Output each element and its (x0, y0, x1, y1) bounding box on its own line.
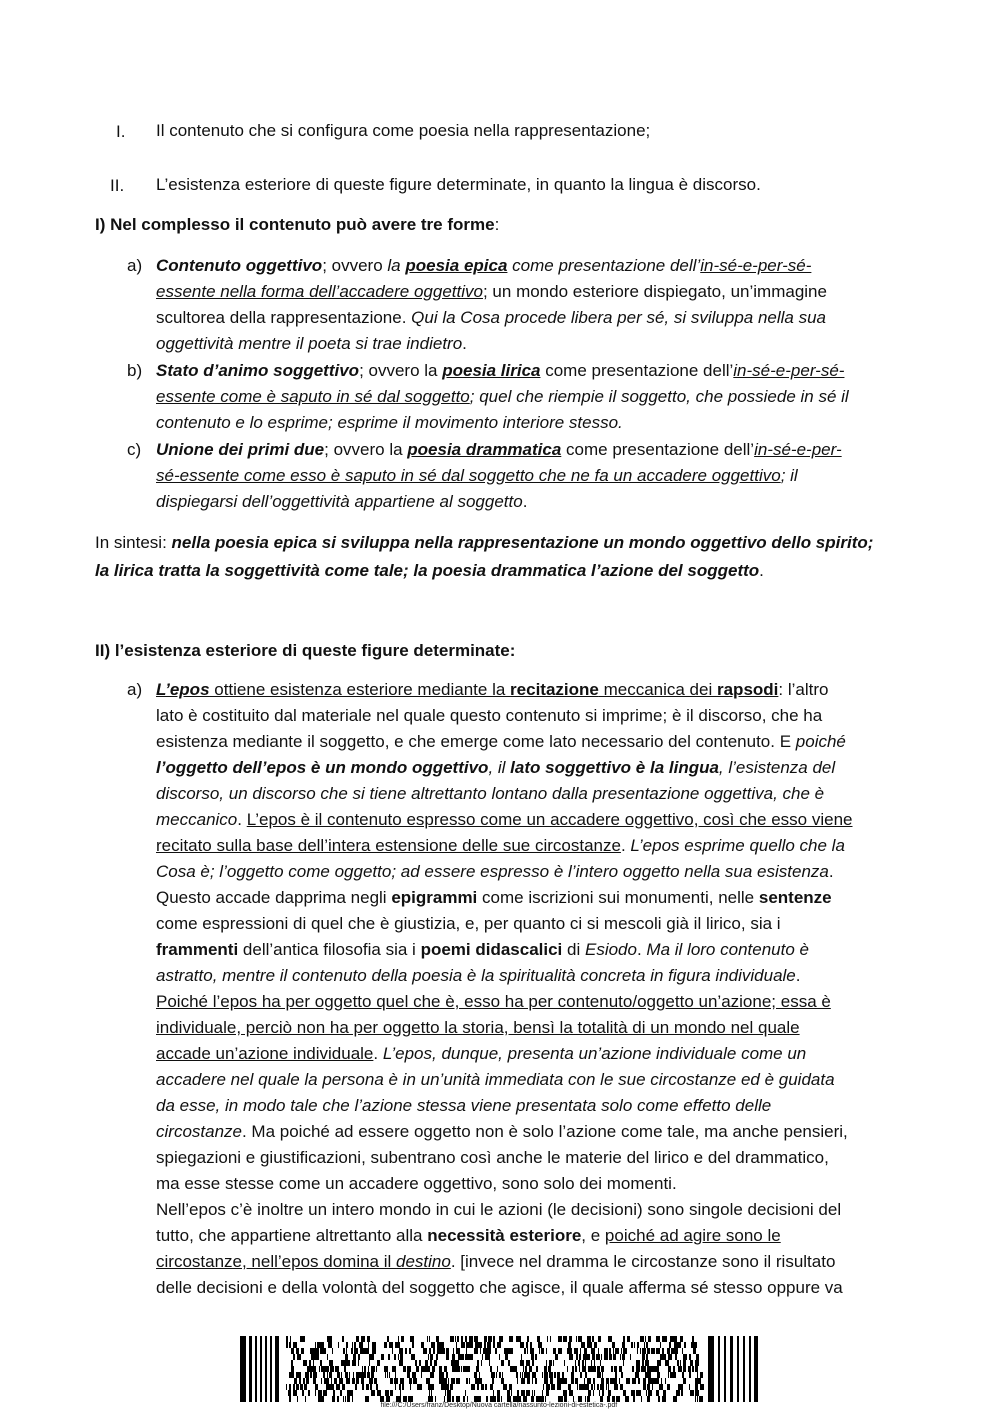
paragraph-line (156, 1223, 781, 1249)
paragraph-line (156, 1197, 841, 1223)
paragraph-line (156, 677, 828, 703)
text-run: accade un’azione individuale (156, 1044, 374, 1063)
paragraph-line (156, 1041, 806, 1067)
text-run: frammenti (156, 940, 239, 959)
text-run: discorso, un discorso che si tiene altrettanto lontano dalla presentazione oggettiva, che è (156, 784, 825, 803)
list-item: L’esistenza esteriore di queste figure determinate, in quanto la lingua è discorso. (156, 175, 761, 194)
text-run: oggettività mentre il poeta si trae indietro (156, 334, 463, 353)
text-run: la (387, 256, 406, 275)
item-marker: c) (127, 440, 142, 459)
heading-suffix: : (494, 215, 500, 234)
text-run: recitato sulla base dell’intera estensione delle sue circostanze (156, 836, 621, 855)
paragraph-line (156, 755, 835, 781)
list-marker: II. (110, 176, 125, 195)
heading-text: I) Nel complesso il contenuto può avere tre forme (95, 215, 495, 234)
paragraph-line (156, 1145, 829, 1171)
text-run: : l’altro (778, 680, 829, 699)
text-run: rapsodi (716, 680, 779, 699)
paragraph-line (156, 305, 826, 331)
text-run: come espressioni di quel che è giustizia, e, per quanto ci si mescoli già il lirico, sia i (156, 914, 781, 933)
text-run: destino (396, 1252, 451, 1271)
paragraph-line (156, 703, 822, 729)
text-run: necessità esteriore (427, 1226, 582, 1245)
text-run: astratto, mentre il contenuto della poesia è la spiritualità concreta in figura individuale (156, 966, 796, 985)
text-run: poesia epica (405, 256, 508, 275)
paragraph-line (156, 989, 831, 1015)
text-run: . (237, 810, 247, 829)
item-marker: b) (127, 361, 143, 380)
text-run: Qui la Cosa procede libera per sé, si sviluppa nella sua (411, 308, 827, 327)
text-run: in-sé-e-per-sé- (700, 256, 812, 275)
paragraph-line (95, 530, 873, 556)
paragraph-line (95, 558, 764, 584)
text-run: poemi didascalici (420, 940, 563, 959)
paragraph-line (156, 807, 853, 833)
text-run: Unione dei primi due (156, 440, 325, 459)
text-run: individuale, perciò non ha per oggetto la storia, bensì la totalità di un mondo nel quale (156, 1018, 800, 1037)
text-run: circostanze (156, 1122, 242, 1141)
paragraph-line (156, 1171, 677, 1197)
text-run: nella poesia epica si sviluppa nella rappresentazione un mondo oggettivo dello spirito; (171, 533, 874, 552)
paragraph-line (156, 1249, 835, 1275)
paragraph-line (156, 463, 798, 489)
text-run: L’epos (156, 680, 210, 699)
paragraph-line (156, 489, 527, 515)
text-run: . [invece nel dramma le circostanze sono il risultato (450, 1252, 836, 1271)
text-run: . (759, 561, 764, 580)
text-run: poesia lirica (442, 361, 541, 380)
list-marker: I. (116, 122, 126, 141)
item-marker: a) (127, 680, 143, 699)
text-run: dell’antica filosofia sia i (238, 940, 421, 959)
text-run: ; quel che riempie il soggetto, che possiede in sé il (469, 387, 849, 406)
text-run: Cosa è; l’oggetto come oggetto; ad essere espresso è l’intero oggetto nella sua esistenza (156, 862, 829, 881)
text-run: L’epos esprime quello che la (630, 836, 845, 855)
text-run: . (636, 940, 647, 959)
list-item: Il contenuto che si configura come poesia nella rappresentazione; (156, 121, 651, 140)
text-run: Contenuto oggettivo (156, 256, 323, 275)
text-run: epigrammi (391, 888, 478, 907)
text-run: , il (488, 758, 511, 777)
text-run: Stato d’animo soggettivo (156, 361, 360, 380)
paragraph-line (156, 859, 834, 885)
paragraph-line (156, 781, 824, 807)
text-run: L’epos, dunque, presenta un’azione individuale come un (382, 1044, 807, 1063)
text-run: ; ovvero la (324, 440, 408, 459)
text-run: . (828, 862, 834, 881)
text-run: sé-essente come esso è saputo in sé dal soggetto che ne fa un accadere oggettivo (156, 466, 781, 485)
text-run: ; il (780, 466, 798, 485)
section-heading: II) l’esistenza esteriore di queste figure determinate: (95, 641, 516, 660)
text-run: scultorea della rappresentazione. (156, 308, 412, 327)
text-run: di (562, 940, 585, 959)
text-run: contenuto e lo esprime; esprime il movimento interiore stesso. (156, 413, 623, 432)
paragraph-line (156, 410, 623, 436)
paragraph-line (156, 937, 809, 963)
text-run: tutto, che appartiene altrettanto alla (156, 1226, 428, 1245)
text-run: circostanze, nell’epos domina il (156, 1252, 397, 1271)
text-run: . (522, 492, 528, 511)
paragraph-line (156, 963, 801, 989)
text-run: come presentazione dell’ (540, 361, 734, 380)
paragraph-line (156, 384, 849, 410)
text-run: Poiché l’epos ha per oggetto quel che è, esso ha per contenuto/oggetto un’azione; essa è (156, 992, 831, 1011)
text-run: come presentazione dell’ (507, 256, 701, 275)
paragraph-line (156, 1067, 835, 1093)
paragraph-line (156, 833, 845, 859)
text-run: Esiodo (584, 940, 637, 959)
text-run: la lirica tratta la soggettività come tale; la poesia drammatica l’azione del soggetto (95, 561, 760, 580)
text-run: essente come è saputo in sé dal soggetto (156, 387, 470, 406)
text-run: in-sé-e-per- (754, 440, 842, 459)
text-run: ; ovvero (322, 256, 388, 275)
text-run: Nell’epos c’è inoltre un intero mondo in cui le azioni (le decisioni) sono singole decisioni del (156, 1200, 842, 1219)
paragraph-line (156, 253, 811, 279)
text-run: poiché ad agire sono le (604, 1226, 781, 1245)
text-run: L’epos è il contenuto espresso come un accadere oggettivo, così che esso viene (246, 810, 853, 829)
text-run: . (795, 966, 801, 985)
text-run: l’oggetto dell’epos è un mondo oggettivo (156, 758, 489, 777)
paragraph-line (156, 729, 846, 755)
text-run: . Ma poiché ad essere oggetto non è solo l’azione come tale, ma anche pensieri, (241, 1122, 848, 1141)
paragraph-line (156, 1275, 843, 1301)
text-run: da esse, in modo tale che l’azione stessa viene presentata solo come effetto delle (156, 1096, 772, 1115)
section-heading (95, 212, 499, 238)
text-run: poesia drammatica (407, 440, 562, 459)
paragraph-line (156, 885, 832, 911)
text-run: Ma il loro contenuto è (646, 940, 809, 959)
text-run: . (620, 836, 631, 855)
paragraph-line (156, 279, 827, 305)
text-run: lato soggettivo è la lingua (510, 758, 719, 777)
paragraph-line (156, 1015, 800, 1041)
text-run: , l’esistenza del (718, 758, 836, 777)
text-run: In sintesi: (95, 533, 172, 552)
text-run: accadere nel quale la persona è in un’unità immediata con le sue circostanze ed è guidata (156, 1070, 835, 1089)
text-run: lato è costituito dal materiale nel quale questo contenuto si imprime; è il discorso, che ha (156, 706, 823, 725)
text-run: ottiene esistenza esteriore mediante la (209, 680, 511, 699)
text-run: ma esse stesse come un accadere oggettivo, sono solo dei momenti. (156, 1174, 677, 1193)
text-run: spiegazioni e giustificazioni, subentrano così anche le materie del lirico e del drammatico, (156, 1148, 829, 1167)
text-run: meccanico (156, 810, 238, 829)
text-run: esistenza mediante il soggetto, e che emerge come lato necessario del contenuto. E (156, 732, 796, 751)
text-run: come iscrizioni sui monumenti, nelle (477, 888, 759, 907)
file-path-footer: file:///C:/Users/franz/Desktop/Nuova cartella/riassunto-lezioni-di-estetica-.pdf (380, 1402, 618, 1409)
text-run: . (373, 1044, 383, 1063)
text-run: ; ovvero la (359, 361, 443, 380)
text-run: dispiegarsi dell’oggettività appartiene al soggetto (156, 492, 523, 511)
paragraph-line (156, 358, 844, 384)
barcode-image (240, 1336, 758, 1402)
paragraph-line (156, 331, 467, 357)
text-run: come presentazione dell’ (561, 440, 755, 459)
text-run: delle decisioni e della volontà del soggetto che agisce, il quale afferma sé stesso oppure va (156, 1278, 843, 1297)
text-run: . (462, 334, 467, 353)
paragraph-line (156, 1093, 771, 1119)
text-run: , e (581, 1226, 605, 1245)
item-marker: a) (127, 256, 143, 275)
text-run: sentenze (758, 888, 832, 907)
paragraph-line (156, 911, 781, 937)
text-run: in-sé-e-per-sé- (733, 361, 845, 380)
paragraph-line (156, 1119, 848, 1145)
text-run: recitazione (510, 680, 599, 699)
text-run: essente nella forma dell’accadere oggettivo (156, 282, 483, 301)
paragraph-line (156, 437, 842, 463)
text-run: meccanica dei (598, 680, 717, 699)
text-run: poiché (795, 732, 846, 751)
text-run: Questo accade dapprima negli (156, 888, 392, 907)
text-run: ; un mondo esteriore dispiegato, un’immagine (482, 282, 827, 301)
